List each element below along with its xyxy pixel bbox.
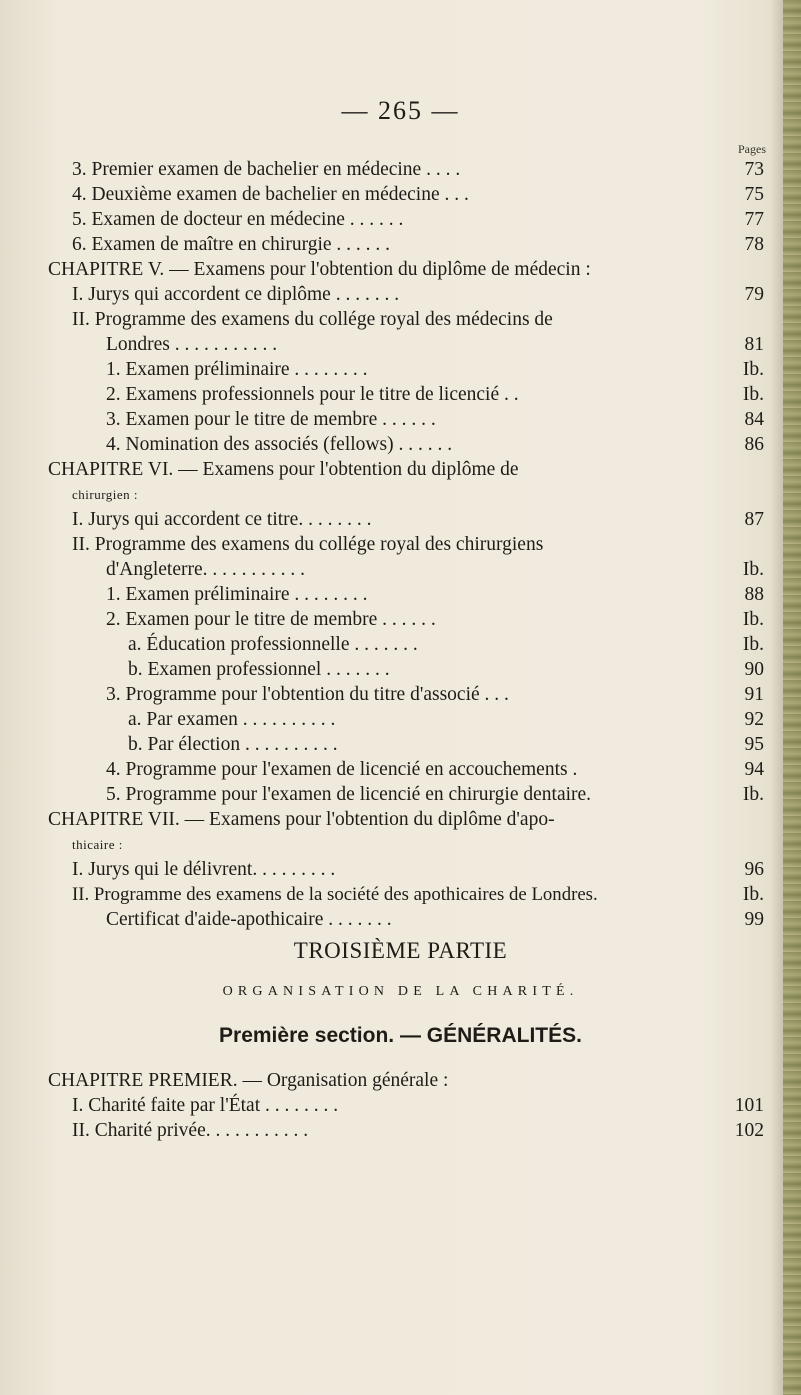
toc-entry (0, 882, 801, 908)
toc-entry (0, 732, 801, 758)
toc-entry-text: a. Par examen . . . . . . . . . . (128, 709, 336, 730)
toc-entry-text: 3. Programme pour l'obtention du titre d'associé . . . (106, 684, 509, 705)
toc-entry-text: II. Programme des examens du collége royal des médecins de (72, 309, 553, 330)
toc-entry-page: Ib. (742, 784, 764, 805)
toc-entry-text: II. Programme des examens du collége royal des chirurgiens (72, 534, 544, 555)
toc-entry-page: 101 (734, 1095, 764, 1116)
page-number: — 265 — (341, 96, 460, 125)
toc-entry-text: I. Jurys qui accordent ce diplôme . . . . . . . (72, 284, 400, 305)
toc-entry-page: 79 (744, 284, 764, 305)
toc-entry (0, 307, 801, 333)
chapter-heading-text: CHAPITRE VII. — Examens pour l'obtention du diplôme d'apo- (48, 809, 555, 830)
toc-entry-text: I. Charité faite par l'État . . . . . . . . (72, 1095, 339, 1116)
toc-entry-text: 2. Examens professionnels pour le titre de licencié . . (106, 384, 519, 405)
toc-entry (0, 157, 801, 183)
pages-column-label: Pages (738, 142, 766, 156)
toc-entry-text: b. Examen professionnel . . . . . . . (128, 659, 390, 680)
toc-entry (0, 1093, 801, 1119)
toc-entry-page: Ib. (742, 609, 764, 630)
chapter-heading (0, 1068, 801, 1094)
toc-entry (0, 507, 801, 533)
toc-entry-text: I. Jurys qui le délivrent. . . . . . . . . (72, 859, 336, 880)
toc-entry-page: Ib. (742, 634, 764, 655)
toc-entry-page: 90 (744, 659, 764, 680)
toc-entry-page: Ib. (742, 559, 764, 580)
chapter-heading-cont (0, 832, 801, 858)
toc-entry-page: Ib. (742, 884, 764, 905)
toc-entry-text: 1. Examen préliminaire . . . . . . . . (106, 359, 368, 380)
toc-entry-text: a. Éducation professionnelle . . . . . . . (128, 634, 418, 655)
chapter-heading-text: CHAPITRE PREMIER. — Organisation générale : (48, 1070, 449, 1091)
toc-entry-text: 4. Nomination des associés (fellows) . . . . . . (106, 434, 453, 455)
toc-entry (0, 757, 801, 783)
section-title: Première section. — GÉNÉRALITÉS. (219, 1024, 582, 1047)
toc-entry-text: 3. Examen pour le titre de membre . . . . . . (106, 409, 436, 430)
toc-entry (0, 607, 801, 633)
toc-entry-page: 77 (744, 209, 764, 230)
toc-entry-text: 3. Premier examen de bachelier en médecine . . . . (72, 159, 461, 180)
toc-entry-page: 87 (744, 509, 764, 530)
toc-entry-text: II. Charité privée. . . . . . . . . . . (72, 1120, 309, 1141)
chapter-heading-text: CHAPITRE V. — Examens pour l'obtention du diplôme de médecin : (48, 259, 591, 280)
toc-entry (0, 532, 801, 558)
toc-entry-text: 4. Deuxième examen de bachelier en médecine . . . (72, 184, 469, 205)
toc-entry-page: 95 (744, 734, 764, 755)
toc-entry-page: 81 (744, 334, 764, 355)
chapter-heading-text: thicaire : (72, 837, 123, 852)
toc-entry (0, 1118, 801, 1144)
toc-entry-text: II. Programme des examens de la société des apothicaires de Londres. (72, 884, 598, 905)
toc-entry (0, 782, 801, 808)
toc-entry-page: 96 (744, 859, 764, 880)
toc-entry-text: d'Angleterre. . . . . . . . . . . (106, 559, 306, 580)
toc-entry (0, 232, 801, 258)
toc-entry-text: b. Par élection . . . . . . . . . . (128, 734, 338, 755)
toc-entry (0, 182, 801, 208)
chapter-heading-text: chirurgien : (72, 487, 139, 502)
toc-entry (0, 907, 801, 933)
chapter-heading (0, 457, 801, 483)
toc-entry-text: 4. Programme pour l'examen de licencié en accouchements . (106, 759, 578, 780)
toc-entry (0, 282, 801, 308)
part-title: TROISIÈME PARTIE (293, 938, 508, 963)
toc-entry-page: Ib. (742, 384, 764, 405)
toc-entry-text: I. Jurys qui accordent ce titre. . . . . . . . (72, 509, 372, 530)
toc-entry-page: 86 (744, 434, 764, 455)
toc-entry (0, 657, 801, 683)
toc-entry-page: 92 (744, 709, 764, 730)
toc-entry-page: 75 (744, 184, 764, 205)
toc-entry-page: 91 (744, 684, 764, 705)
toc-entry (0, 382, 801, 408)
toc-entry-page: 88 (744, 584, 764, 605)
toc-entry-text: 5. Programme pour l'examen de licencié en chirurgie dentaire. (106, 784, 592, 805)
chapter-heading-cont (0, 482, 801, 508)
toc-entry-text: Certificat d'aide-apothicaire . . . . . . . (106, 909, 392, 930)
chapter-heading-text: CHAPITRE VI. — Examens pour l'obtention du diplôme de (48, 459, 519, 480)
toc-entry (0, 407, 801, 433)
toc-entry (0, 707, 801, 733)
toc-entry (0, 857, 801, 883)
toc-entry (0, 332, 801, 358)
toc-entry (0, 632, 801, 658)
toc-entry (0, 557, 801, 583)
toc-entry-page: 94 (744, 759, 764, 780)
toc-entry-page: 102 (734, 1120, 764, 1141)
part-subtitle: ORGANISATION DE LA CHARITÉ. (222, 984, 579, 999)
toc-entry (0, 357, 801, 383)
toc-entry-page: 78 (744, 234, 764, 255)
toc-entry-page: 73 (744, 159, 764, 180)
toc-entry-page: 99 (744, 909, 764, 930)
toc-entry-text: 2. Examen pour le titre de membre . . . . . . (106, 609, 436, 630)
toc-entry (0, 207, 801, 233)
toc-entry (0, 432, 801, 458)
toc-entry-text: 1. Examen préliminaire . . . . . . . . (106, 584, 368, 605)
toc-entry (0, 682, 801, 708)
toc-entry-text: 6. Examen de maître en chirurgie . . . . . . (72, 234, 391, 255)
toc-entry-text: 5. Examen de docteur en médecine . . . . . . (72, 209, 404, 230)
toc-entry-text: Londres . . . . . . . . . . . (106, 334, 278, 355)
toc-entry (0, 582, 801, 608)
chapter-heading (0, 257, 801, 283)
chapter-heading (0, 807, 801, 833)
toc-entry-page: 84 (744, 409, 764, 430)
toc-entry-page: Ib. (742, 359, 764, 380)
